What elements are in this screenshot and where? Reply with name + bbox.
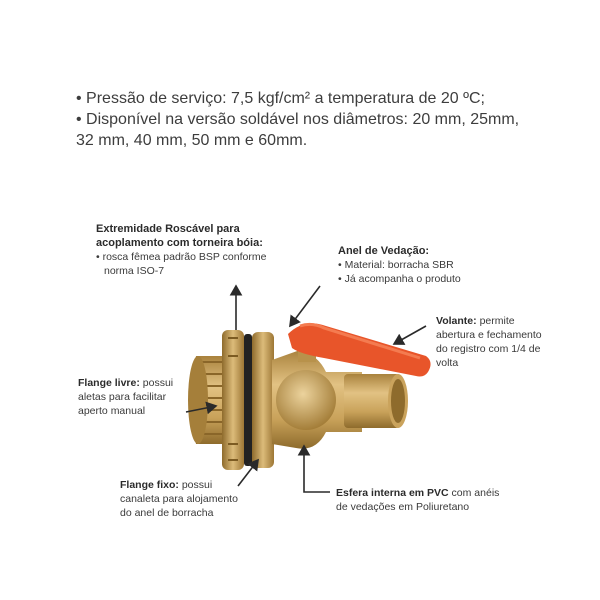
arrow-esfera	[304, 446, 330, 492]
callout-flange-livre	[78, 376, 173, 418]
callout-flange-fixo	[120, 478, 238, 520]
threaded-end	[188, 356, 226, 444]
seal-ring	[244, 334, 252, 466]
callout-flange-fixo-text3: do anel de borracha	[120, 507, 214, 519]
callout-volante-text1: permite	[476, 315, 515, 327]
callout-esfera-text2: de vedações em Poliuretano	[336, 501, 470, 513]
callout-esfera-text1: com anéis	[448, 487, 500, 499]
callout-anel-title: Anel de Vedação:	[338, 245, 430, 257]
callout-extremidade-item: rosca fêmea padrão BSP conforme	[102, 251, 267, 263]
callout-flange-fixo-text1: possui	[178, 479, 213, 491]
callout-extremidade	[96, 222, 266, 278]
spec-pressure: • Pressão de serviço: 7,5 kgf/cm² a temperatura de 20 ºC;	[76, 90, 485, 107]
arrow-volante	[394, 326, 426, 344]
flange-livre	[222, 330, 244, 470]
callout-volante-text2: abertura e fechamento	[436, 329, 542, 341]
callout-extremidade-item-cont: norma ISO-7	[104, 265, 165, 277]
callout-volante-title: Volante:	[436, 315, 477, 327]
callout-volante-text3: do registro com 1/4 de	[436, 343, 541, 355]
arrow-anel	[290, 286, 320, 326]
callout-esfera	[336, 486, 499, 514]
ball-housing	[276, 370, 336, 430]
flange-fixo	[252, 332, 274, 468]
callout-anel-item2: Já acompanha o produto	[344, 273, 461, 285]
spec-diameters-cont: 32 mm, 40 mm, 50 mm e 60mm.	[76, 132, 308, 149]
callout-flange-livre-title: Flange livre:	[78, 377, 140, 389]
spec-diameters: • Disponível na versão soldável nos diâmetros: 20 mm, 25mm,	[76, 111, 520, 128]
callout-flange-fixo-text2: canaleta para alojamento	[120, 493, 238, 505]
callout-flange-livre-text2: aletas para facilitar	[78, 391, 167, 403]
callout-esfera-title: Esfera interna em PVC	[336, 487, 449, 499]
callout-extremidade-title2: acoplamento com torneira bóia:	[96, 237, 263, 249]
callout-anel	[338, 244, 461, 286]
callout-flange-livre-text1: possui	[139, 377, 174, 389]
callout-extremidade-title1: Extremidade Roscável para	[96, 223, 240, 235]
callout-anel-item1: Material: borracha SBR	[344, 259, 454, 271]
callout-flange-fixo-title: Flange fixo:	[120, 479, 179, 491]
callout-flange-livre-text3: aperto manual	[78, 405, 146, 417]
callout-volante-text4: volta	[436, 357, 459, 369]
callout-volante	[436, 314, 542, 370]
